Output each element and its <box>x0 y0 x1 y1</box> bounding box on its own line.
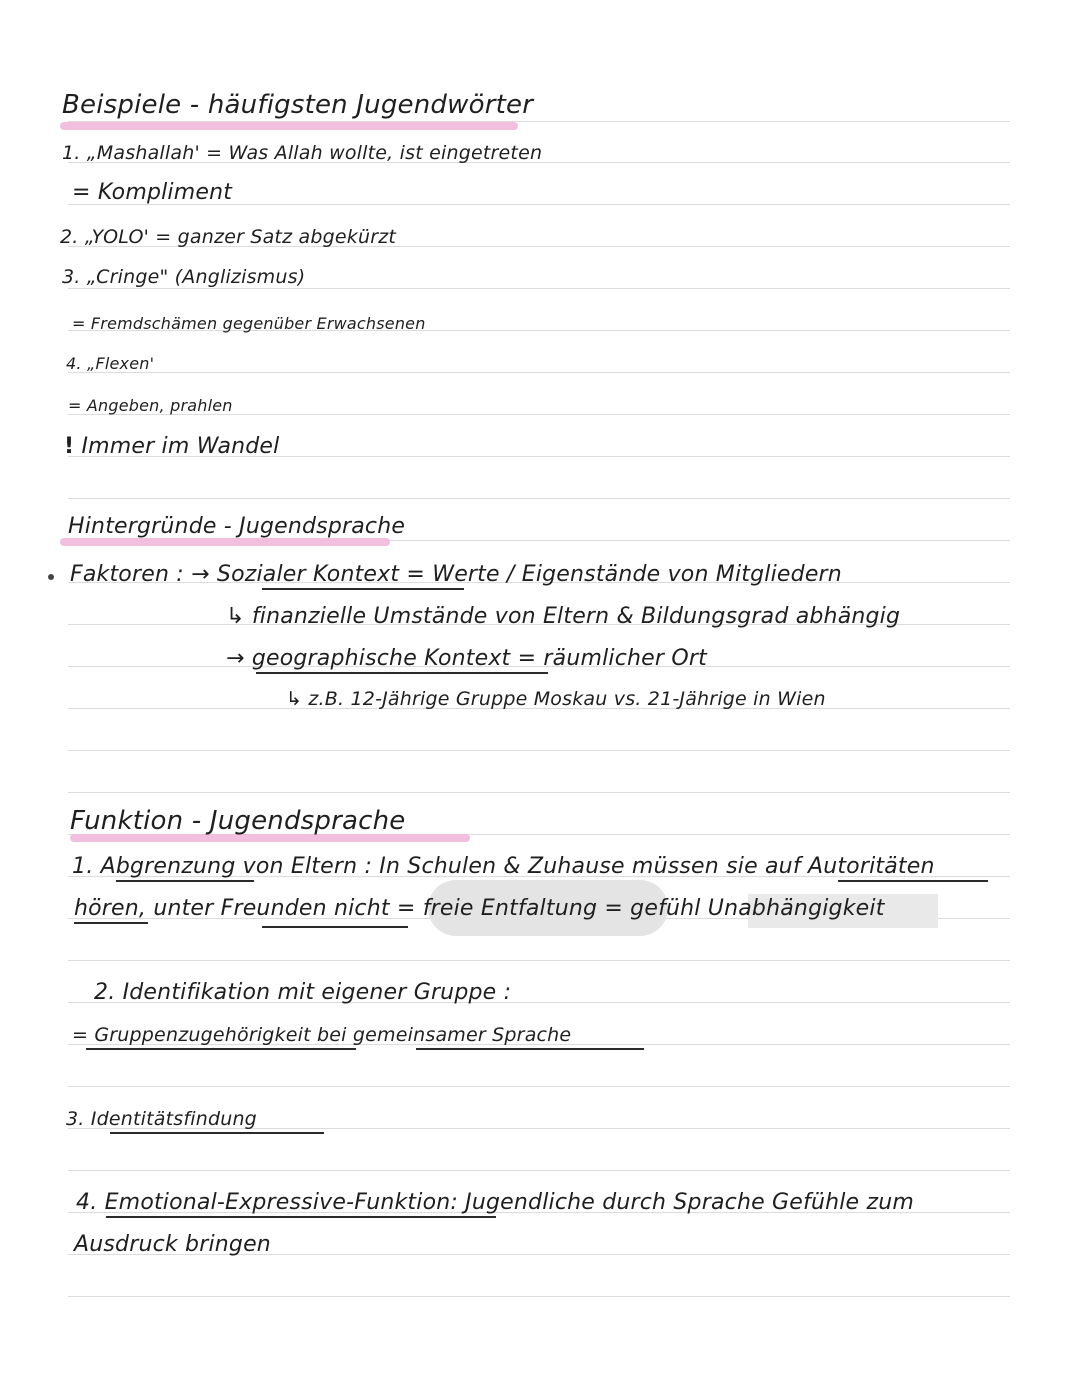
list-item: = Kompliment <box>72 180 233 205</box>
underline <box>838 880 988 882</box>
ruled-line <box>68 1170 1010 1171</box>
function-line: 3. Identitätsfindung <box>66 1108 257 1130</box>
list-item: 3. „Cringe" (Anglizismus) <box>62 266 306 288</box>
underline <box>262 926 408 928</box>
title-highlight <box>60 122 518 130</box>
factor-line: ↳ finanzielle Umstände von Eltern & Bildungsgrad abhängig <box>226 604 901 629</box>
function-line: Ausdruck bringen <box>74 1232 271 1257</box>
underline <box>116 880 254 882</box>
bullet-icon <box>48 574 54 580</box>
list-item: 4. „Flexen' <box>66 354 155 373</box>
underline <box>106 1216 496 1218</box>
underline <box>86 1048 356 1050</box>
ruled-line <box>68 750 1010 751</box>
section-title-examples: Beispiele - häufigsten Jugendwörter <box>62 90 534 120</box>
title-highlight <box>60 538 390 546</box>
underline <box>262 588 464 590</box>
function-line: hören, unter Freunden nicht = freie Entfaltung = gefühl Unabhängigkeit <box>74 896 885 921</box>
underline <box>74 922 148 924</box>
list-item: ! Immer im Wandel <box>64 434 280 459</box>
underline <box>110 1132 324 1134</box>
list-item: 2. „YOLO' = ganzer Satz abgekürzt <box>60 226 397 248</box>
ruled-line <box>68 792 1010 793</box>
list-item: 1. „Mashallah' = Was Allah wollte, ist eingetreten <box>62 142 543 164</box>
list-item: = Fremdschämen gegenüber Erwachsenen <box>72 314 426 333</box>
ruled-line <box>68 1086 1010 1087</box>
function-line: 2. Identifikation mit eigener Gruppe : <box>94 980 512 1005</box>
ruled-line <box>68 960 1010 961</box>
ruled-line <box>68 372 1010 373</box>
factor-line: Faktoren : → Sozialer Kontext = Werte / Eigenstände von Mitgliedern <box>70 562 842 587</box>
list-item: = Angeben, prahlen <box>68 396 233 415</box>
ruled-line <box>68 498 1010 499</box>
underline <box>416 1048 644 1050</box>
factor-line: ↳ z.B. 12-Jährige Gruppe Moskau vs. 21-Jährige in Wien <box>286 688 826 710</box>
section-title-background: Hintergründe - Jugendsprache <box>68 514 406 539</box>
function-line: = Gruppenzugehörigkeit bei gemeinsamer Sprache <box>72 1024 572 1046</box>
underline <box>256 672 548 674</box>
function-line: 4. Emotional-Expressive-Funktion: Jugendliche durch Sprache Gefühle zum <box>76 1190 914 1215</box>
section-title-function: Funktion - Jugendsprache <box>70 806 406 836</box>
factor-line: → geographische Kontext = räumlicher Ort <box>226 646 707 671</box>
ruled-line <box>68 1296 1010 1297</box>
function-line: 1. Abgrenzung von Eltern : In Schulen & Zuhause müssen sie auf Autoritäten <box>72 854 935 879</box>
exclamation-icon: ! <box>64 434 75 459</box>
ruled-line <box>68 288 1010 289</box>
